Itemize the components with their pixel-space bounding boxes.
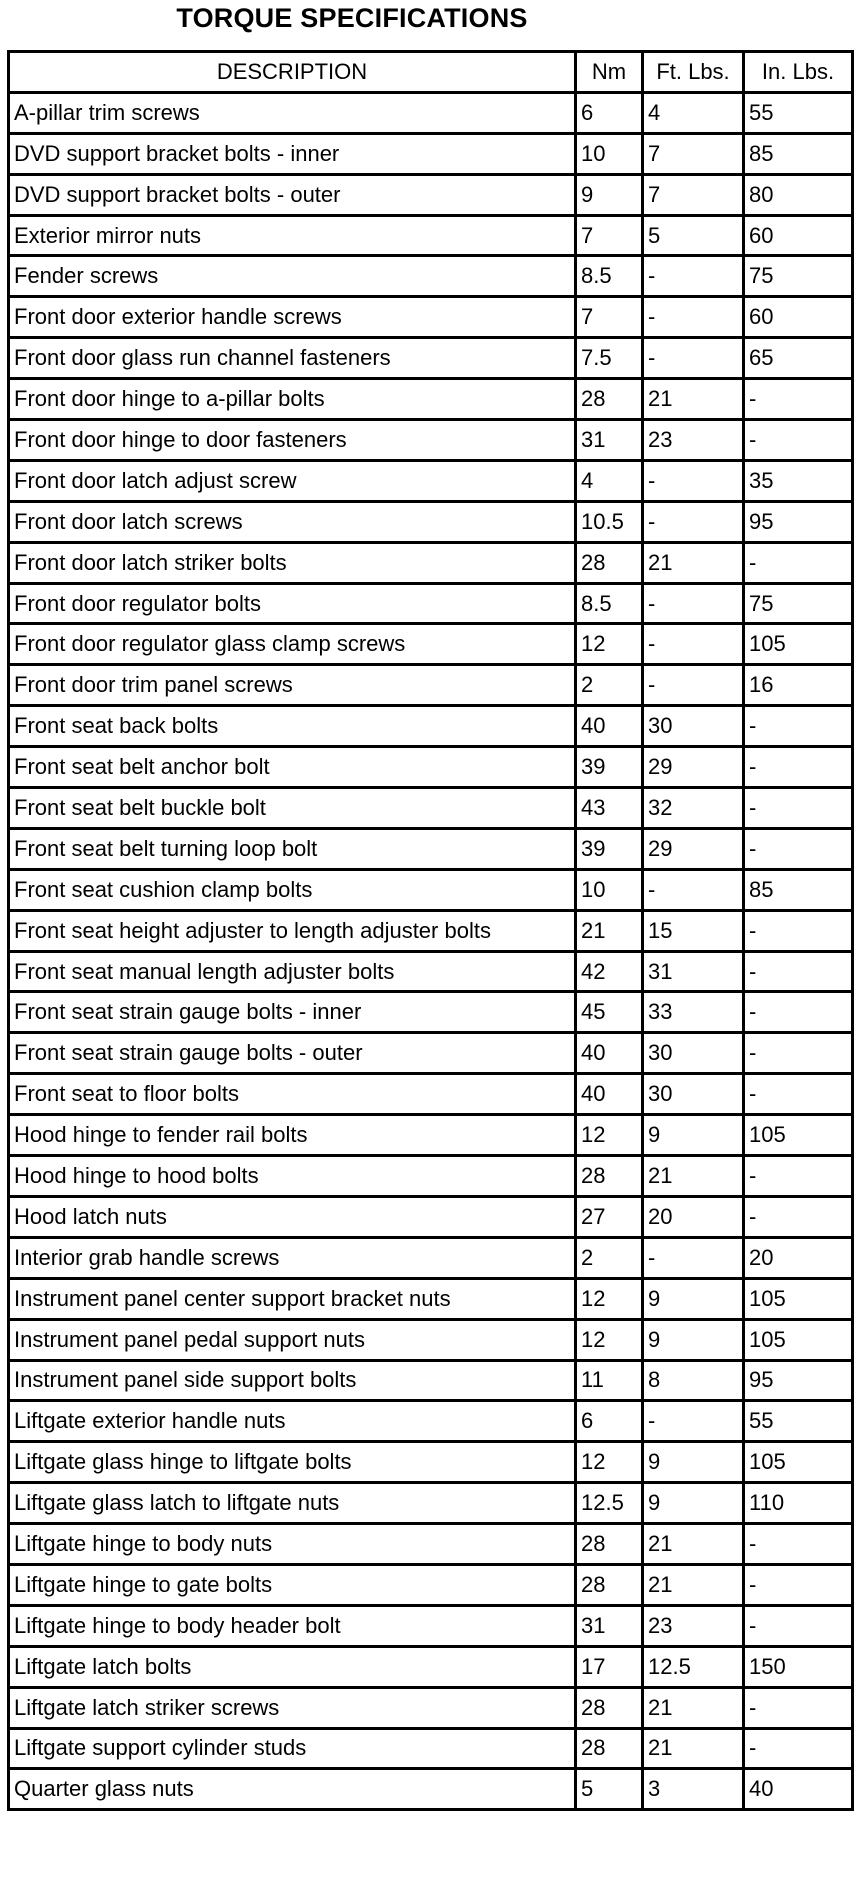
description-cell: Liftgate hinge to body nuts <box>9 1524 576 1565</box>
nm-cell: 17 <box>576 1646 643 1687</box>
ft-lbs-cell: - <box>643 256 744 297</box>
ft-lbs-cell: 5 <box>643 215 744 256</box>
in-lbs-cell: - <box>744 542 853 583</box>
nm-cell: 28 <box>576 1524 643 1565</box>
description-cell: Front door glass run channel fasteners <box>9 338 576 379</box>
nm-cell: 45 <box>576 992 643 1033</box>
in-lbs-cell: 105 <box>744 1115 853 1156</box>
in-lbs-cell: - <box>744 1156 853 1197</box>
nm-cell: 5 <box>576 1769 643 1810</box>
table-row <box>9 1360 853 1401</box>
in-lbs-cell: - <box>744 1564 853 1605</box>
table-row <box>9 1687 853 1728</box>
table-row <box>9 992 853 1033</box>
in-lbs-cell: 105 <box>744 1319 853 1360</box>
table-row <box>9 256 853 297</box>
nm-cell: 39 <box>576 747 643 788</box>
nm-cell: 9 <box>576 174 643 215</box>
table-row <box>9 1115 853 1156</box>
ft-lbs-cell: 32 <box>643 788 744 829</box>
nm-cell: 40 <box>576 706 643 747</box>
in-lbs-cell: 80 <box>744 174 853 215</box>
ft-lbs-cell: - <box>643 338 744 379</box>
ft-lbs-cell: 9 <box>643 1115 744 1156</box>
in-lbs-cell: 85 <box>744 869 853 910</box>
table-row <box>9 869 853 910</box>
ft-lbs-cell: 30 <box>643 1033 744 1074</box>
ft-lbs-cell: 21 <box>643 1156 744 1197</box>
table-row <box>9 951 853 992</box>
in-lbs-cell: 85 <box>744 133 853 174</box>
description-cell: DVD support bracket bolts - outer <box>9 174 576 215</box>
description-cell: Front door hinge to a-pillar bolts <box>9 379 576 420</box>
table-row <box>9 706 853 747</box>
table-row <box>9 501 853 542</box>
description-cell: Liftgate latch bolts <box>9 1646 576 1687</box>
nm-cell: 7 <box>576 297 643 338</box>
description-cell: Front door regulator glass clamp screws <box>9 624 576 665</box>
in-lbs-cell: 60 <box>744 297 853 338</box>
nm-cell: 27 <box>576 1196 643 1237</box>
ft-lbs-cell: - <box>643 1237 744 1278</box>
table-row <box>9 828 853 869</box>
ft-lbs-cell: - <box>643 869 744 910</box>
ft-lbs-cell: 21 <box>643 1728 744 1769</box>
in-lbs-cell: 95 <box>744 501 853 542</box>
description-cell: Front seat strain gauge bolts - inner <box>9 992 576 1033</box>
nm-cell: 2 <box>576 665 643 706</box>
nm-cell: 21 <box>576 910 643 951</box>
ft-lbs-cell: 3 <box>643 1769 744 1810</box>
description-cell: Hood hinge to fender rail bolts <box>9 1115 576 1156</box>
ft-lbs-cell: 21 <box>643 542 744 583</box>
in-lbs-cell: - <box>744 1728 853 1769</box>
description-cell: Front seat belt buckle bolt <box>9 788 576 829</box>
page-title <box>0 0 864 36</box>
table-body <box>9 92 853 1809</box>
description-cell: Quarter glass nuts <box>9 1769 576 1810</box>
header-nm: Nm <box>576 52 643 93</box>
ft-lbs-cell: 21 <box>643 1524 744 1565</box>
nm-cell: 31 <box>576 1605 643 1646</box>
description-cell: Fender screws <box>9 256 576 297</box>
table-row <box>9 788 853 829</box>
nm-cell: 28 <box>576 1728 643 1769</box>
in-lbs-cell: 55 <box>744 92 853 133</box>
description-cell: Front seat manual length adjuster bolts <box>9 951 576 992</box>
in-lbs-cell: - <box>744 1196 853 1237</box>
table-row <box>9 1564 853 1605</box>
in-lbs-cell: - <box>744 788 853 829</box>
description-cell: Liftgate glass hinge to liftgate bolts <box>9 1442 576 1483</box>
in-lbs-cell: 55 <box>744 1401 853 1442</box>
description-cell: Interior grab handle screws <box>9 1237 576 1278</box>
in-lbs-cell: - <box>744 379 853 420</box>
nm-cell: 12 <box>576 1115 643 1156</box>
ft-lbs-cell: 8 <box>643 1360 744 1401</box>
ft-lbs-cell: - <box>643 665 744 706</box>
ft-lbs-cell: - <box>643 501 744 542</box>
nm-cell: 10.5 <box>576 501 643 542</box>
ft-lbs-cell: - <box>643 297 744 338</box>
in-lbs-cell: - <box>744 1605 853 1646</box>
ft-lbs-cell: 30 <box>643 706 744 747</box>
in-lbs-cell: - <box>744 992 853 1033</box>
nm-cell: 28 <box>576 379 643 420</box>
in-lbs-cell: - <box>744 420 853 461</box>
description-cell: DVD support bracket bolts - inner <box>9 133 576 174</box>
ft-lbs-cell: 23 <box>643 420 744 461</box>
nm-cell: 40 <box>576 1033 643 1074</box>
in-lbs-cell: 60 <box>744 215 853 256</box>
ft-lbs-cell: 21 <box>643 1564 744 1605</box>
description-cell: Liftgate latch striker screws <box>9 1687 576 1728</box>
nm-cell: 28 <box>576 542 643 583</box>
table-row <box>9 1033 853 1074</box>
page-title-text: TORQUE SPECIFICATIONS <box>176 3 528 33</box>
table-row <box>9 1237 853 1278</box>
description-cell: Front seat strain gauge bolts - outer <box>9 1033 576 1074</box>
nm-cell: 11 <box>576 1360 643 1401</box>
table-row <box>9 1074 853 1115</box>
description-cell: Front seat belt anchor bolt <box>9 747 576 788</box>
table-row <box>9 460 853 501</box>
description-cell: Front door exterior handle screws <box>9 297 576 338</box>
in-lbs-cell: 110 <box>744 1483 853 1524</box>
ft-lbs-cell: 12.5 <box>643 1646 744 1687</box>
nm-cell: 4 <box>576 460 643 501</box>
table-row <box>9 1728 853 1769</box>
ft-lbs-cell: 21 <box>643 1687 744 1728</box>
ft-lbs-cell: 9 <box>643 1483 744 1524</box>
in-lbs-cell: 65 <box>744 338 853 379</box>
table-row <box>9 1196 853 1237</box>
nm-cell: 39 <box>576 828 643 869</box>
nm-cell: 12 <box>576 1319 643 1360</box>
description-cell: Liftgate support cylinder studs <box>9 1728 576 1769</box>
in-lbs-cell: 40 <box>744 1769 853 1810</box>
ft-lbs-cell: 31 <box>643 951 744 992</box>
ft-lbs-cell: - <box>643 624 744 665</box>
description-cell: Front seat back bolts <box>9 706 576 747</box>
ft-lbs-cell: 7 <box>643 133 744 174</box>
table-row <box>9 338 853 379</box>
table-row <box>9 1319 853 1360</box>
nm-cell: 2 <box>576 1237 643 1278</box>
table-row <box>9 1524 853 1565</box>
ft-lbs-cell: 9 <box>643 1319 744 1360</box>
description-cell: Liftgate hinge to gate bolts <box>9 1564 576 1605</box>
description-cell: Exterior mirror nuts <box>9 215 576 256</box>
description-cell: Front seat height adjuster to length adjuster bolts <box>9 910 576 951</box>
in-lbs-cell: 150 <box>744 1646 853 1687</box>
nm-cell: 10 <box>576 133 643 174</box>
torque-spec-table <box>7 50 854 1811</box>
nm-cell: 12.5 <box>576 1483 643 1524</box>
table-row <box>9 1483 853 1524</box>
ft-lbs-cell: 4 <box>643 92 744 133</box>
in-lbs-cell: - <box>744 910 853 951</box>
nm-cell: 42 <box>576 951 643 992</box>
description-cell: Instrument panel center support bracket nuts <box>9 1278 576 1319</box>
ft-lbs-cell: 29 <box>643 747 744 788</box>
nm-cell: 28 <box>576 1156 643 1197</box>
ft-lbs-cell: 15 <box>643 910 744 951</box>
table-row <box>9 379 853 420</box>
table-row <box>9 583 853 624</box>
in-lbs-cell: 20 <box>744 1237 853 1278</box>
description-cell: Hood latch nuts <box>9 1196 576 1237</box>
ft-lbs-cell: 33 <box>643 992 744 1033</box>
ft-lbs-cell: 23 <box>643 1605 744 1646</box>
description-cell: Front door hinge to door fasteners <box>9 420 576 461</box>
in-lbs-cell: 16 <box>744 665 853 706</box>
description-cell: Instrument panel side support bolts <box>9 1360 576 1401</box>
in-lbs-cell: 95 <box>744 1360 853 1401</box>
ft-lbs-cell: 9 <box>643 1278 744 1319</box>
nm-cell: 8.5 <box>576 256 643 297</box>
ft-lbs-cell: - <box>643 583 744 624</box>
ft-lbs-cell: 20 <box>643 1196 744 1237</box>
description-cell: A-pillar trim screws <box>9 92 576 133</box>
in-lbs-cell: - <box>744 1074 853 1115</box>
description-cell: Hood hinge to hood bolts <box>9 1156 576 1197</box>
nm-cell: 12 <box>576 624 643 665</box>
description-cell: Front seat belt turning loop bolt <box>9 828 576 869</box>
table-row <box>9 133 853 174</box>
table-row <box>9 910 853 951</box>
nm-cell: 12 <box>576 1442 643 1483</box>
table-row <box>9 747 853 788</box>
in-lbs-cell: - <box>744 1687 853 1728</box>
table-row <box>9 1769 853 1810</box>
table-row <box>9 665 853 706</box>
description-cell: Front door latch screws <box>9 501 576 542</box>
in-lbs-cell: - <box>744 1524 853 1565</box>
header-ft-lbs: Ft. Lbs. <box>643 52 744 93</box>
nm-cell: 40 <box>576 1074 643 1115</box>
nm-cell: 43 <box>576 788 643 829</box>
nm-cell: 7 <box>576 215 643 256</box>
header-description: DESCRIPTION <box>9 52 576 93</box>
nm-cell: 12 <box>576 1278 643 1319</box>
nm-cell: 28 <box>576 1564 643 1605</box>
table-row <box>9 1646 853 1687</box>
in-lbs-cell: 75 <box>744 256 853 297</box>
ft-lbs-cell: 7 <box>643 174 744 215</box>
description-cell: Front door latch striker bolts <box>9 542 576 583</box>
description-cell: Front seat cushion clamp bolts <box>9 869 576 910</box>
table-row <box>9 420 853 461</box>
header-in-lbs: In. Lbs. <box>744 52 853 93</box>
table-row <box>9 92 853 133</box>
in-lbs-cell: - <box>744 828 853 869</box>
description-cell: Liftgate glass latch to liftgate nuts <box>9 1483 576 1524</box>
description-cell: Front door latch adjust screw <box>9 460 576 501</box>
table-row <box>9 1156 853 1197</box>
in-lbs-cell: - <box>744 706 853 747</box>
ft-lbs-cell: - <box>643 1401 744 1442</box>
table-row <box>9 1442 853 1483</box>
table-row <box>9 215 853 256</box>
table-row <box>9 174 853 215</box>
ft-lbs-cell: - <box>643 460 744 501</box>
in-lbs-cell: - <box>744 1033 853 1074</box>
nm-cell: 6 <box>576 1401 643 1442</box>
nm-cell: 28 <box>576 1687 643 1728</box>
in-lbs-cell: 105 <box>744 1442 853 1483</box>
table-row <box>9 542 853 583</box>
table-row <box>9 297 853 338</box>
description-cell: Front door trim panel screws <box>9 665 576 706</box>
nm-cell: 7.5 <box>576 338 643 379</box>
in-lbs-cell: 105 <box>744 624 853 665</box>
ft-lbs-cell: 21 <box>643 379 744 420</box>
table-header-row <box>9 52 853 93</box>
ft-lbs-cell: 9 <box>643 1442 744 1483</box>
in-lbs-cell: 35 <box>744 460 853 501</box>
in-lbs-cell: - <box>744 747 853 788</box>
nm-cell: 31 <box>576 420 643 461</box>
table-row <box>9 1401 853 1442</box>
table-row <box>9 1278 853 1319</box>
description-cell: Instrument panel pedal support nuts <box>9 1319 576 1360</box>
table-row <box>9 624 853 665</box>
ft-lbs-cell: 30 <box>643 1074 744 1115</box>
in-lbs-cell: 105 <box>744 1278 853 1319</box>
in-lbs-cell: - <box>744 951 853 992</box>
description-cell: Front door regulator bolts <box>9 583 576 624</box>
description-cell: Liftgate hinge to body header bolt <box>9 1605 576 1646</box>
description-cell: Liftgate exterior handle nuts <box>9 1401 576 1442</box>
ft-lbs-cell: 29 <box>643 828 744 869</box>
description-cell: Front seat to floor bolts <box>9 1074 576 1115</box>
in-lbs-cell: 75 <box>744 583 853 624</box>
nm-cell: 6 <box>576 92 643 133</box>
nm-cell: 8.5 <box>576 583 643 624</box>
table-row <box>9 1605 853 1646</box>
nm-cell: 10 <box>576 869 643 910</box>
